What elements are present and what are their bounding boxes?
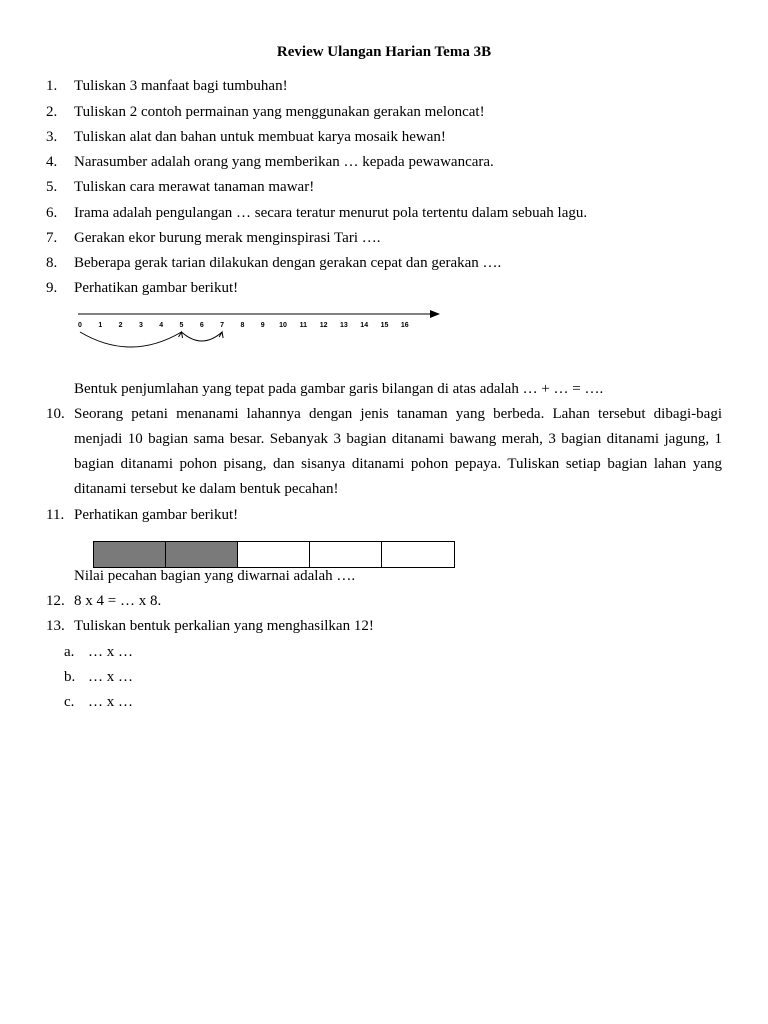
question-8 [46,251,722,276]
question-9-caption: Bentuk penjumlahan yang tepat pada gambar garis bilangan di atas adalah … + … = …. [74,381,604,397]
question-1 [46,74,722,99]
question-number: 11. [46,507,65,523]
question-6 [46,201,722,226]
question-number: 6. [46,205,58,221]
number-line-tick-label: 4 [159,322,164,329]
question-10 [46,402,722,502]
option-label: a. [64,644,75,660]
question-text: 8 x 4 = … x 8. [74,593,162,609]
number-line-ticks [78,322,409,329]
question-7 [46,226,722,251]
number-line-jump-arc [80,332,182,347]
question-number: 5. [46,179,58,195]
question-3 [46,125,722,150]
option-text: … x … [88,644,133,660]
question-number: 12. [46,593,65,609]
question-text: Beberapa gerak tarian dilakukan dengan gerakan cepat dan gerakan …. [74,255,502,271]
question-text: Tuliskan alat dan bahan untuk membuat karya mosaik hewan! [74,129,446,145]
question-text: Gerakan ekor burung merak menginspirasi Tari …. [74,230,381,246]
number-line-tick-label: 12 [319,322,328,329]
question-text: Tuliskan cara merawat tanaman mawar! [74,179,315,195]
number-line-tick-label: 10 [279,322,287,329]
number-line-tick-label: 1 [98,322,103,329]
option-text: … x … [88,694,133,710]
question-13-option-a [64,640,133,665]
question-text: Perhatikan gambar berikut! [74,507,239,523]
number-line-arrowhead [430,310,440,318]
number-line-tick-label: 15 [380,322,389,329]
number-line-jump-arc [182,332,223,341]
number-line-tick-label: 2 [118,322,123,329]
question-number: 1. [46,78,58,94]
question-9 [46,276,722,301]
page-title: Review Ulangan Harian Tema 3B [276,44,492,60]
question-4 [46,150,722,175]
question-11 [46,503,722,528]
question-number: 7. [46,230,58,246]
number-line-jumps [80,332,223,347]
question-text: Perhatikan gambar berikut! [74,280,239,296]
question-text: Tuliskan 3 manfaat bagi tumbuhan! [74,78,288,94]
number-line-tick-label: 16 [400,322,409,329]
number-line-tick-label: 9 [260,322,265,329]
question-text: Tuliskan bentuk perkalian yang menghasilkan 12! [74,618,374,634]
question-number: 3. [46,129,58,145]
question-number: 10. [46,406,65,422]
question-number: 13. [46,618,65,634]
question-11-caption: Nilai pecahan bagian yang diwarnai adalah …. [74,568,356,584]
question-2 [46,100,722,125]
number-line-tick-label: 11 [299,322,308,329]
number-line-figure [74,306,444,358]
question-number: 9. [46,280,58,296]
number-line-tick-label: 5 [179,322,184,329]
option-label: b. [64,669,76,685]
question-13-option-b [64,665,133,690]
question-text: Narasumber adalah orang yang memberikan … kepada pewawancara. [74,154,494,170]
option-label: c. [64,694,75,710]
number-line-jump-arrowhead [219,332,223,338]
question-text: Irama adalah pengulangan … secara teratur menurut pola tertentu dalam sebuah lagu. [74,205,588,221]
number-line-tick-label: 8 [240,322,245,329]
number-line-tick-label: 6 [199,322,204,329]
question-13-option-c [64,690,133,715]
number-line-tick-label: 7 [220,322,225,329]
option-text: … x … [88,669,133,685]
question-13 [46,614,722,639]
fraction-part-empty [382,542,454,567]
number-line-tick-label: 14 [360,322,369,329]
question-5 [46,175,722,200]
number-line-tick-label: 0 [78,322,82,329]
question-number: 4. [46,154,58,170]
question-text: Seorang petani menanami lahannya dengan jenis tanaman yang berbeda. Lahan tersebut dibagi-bagi menjadi 10 bagian sama besar. Sebanyak 3 bagian ditanami bawang merah, 3 bagian ditanami jagung, 1 bagian ditanami pohon pisang, dan sisanya ditanami pohon pepaya. Tuliskan setiap bagian lahan yang ditanami tersebut ke dalam bentuk pecahan! [74,406,722,497]
number-line-tick-label: 13 [340,322,348,329]
question-12 [46,589,722,614]
question-number: 2. [46,104,58,120]
question-text: Tuliskan 2 contoh permainan yang menggunakan gerakan meloncat! [74,104,485,120]
question-number: 8. [46,255,58,271]
number-line-tick-label: 3 [138,322,143,329]
